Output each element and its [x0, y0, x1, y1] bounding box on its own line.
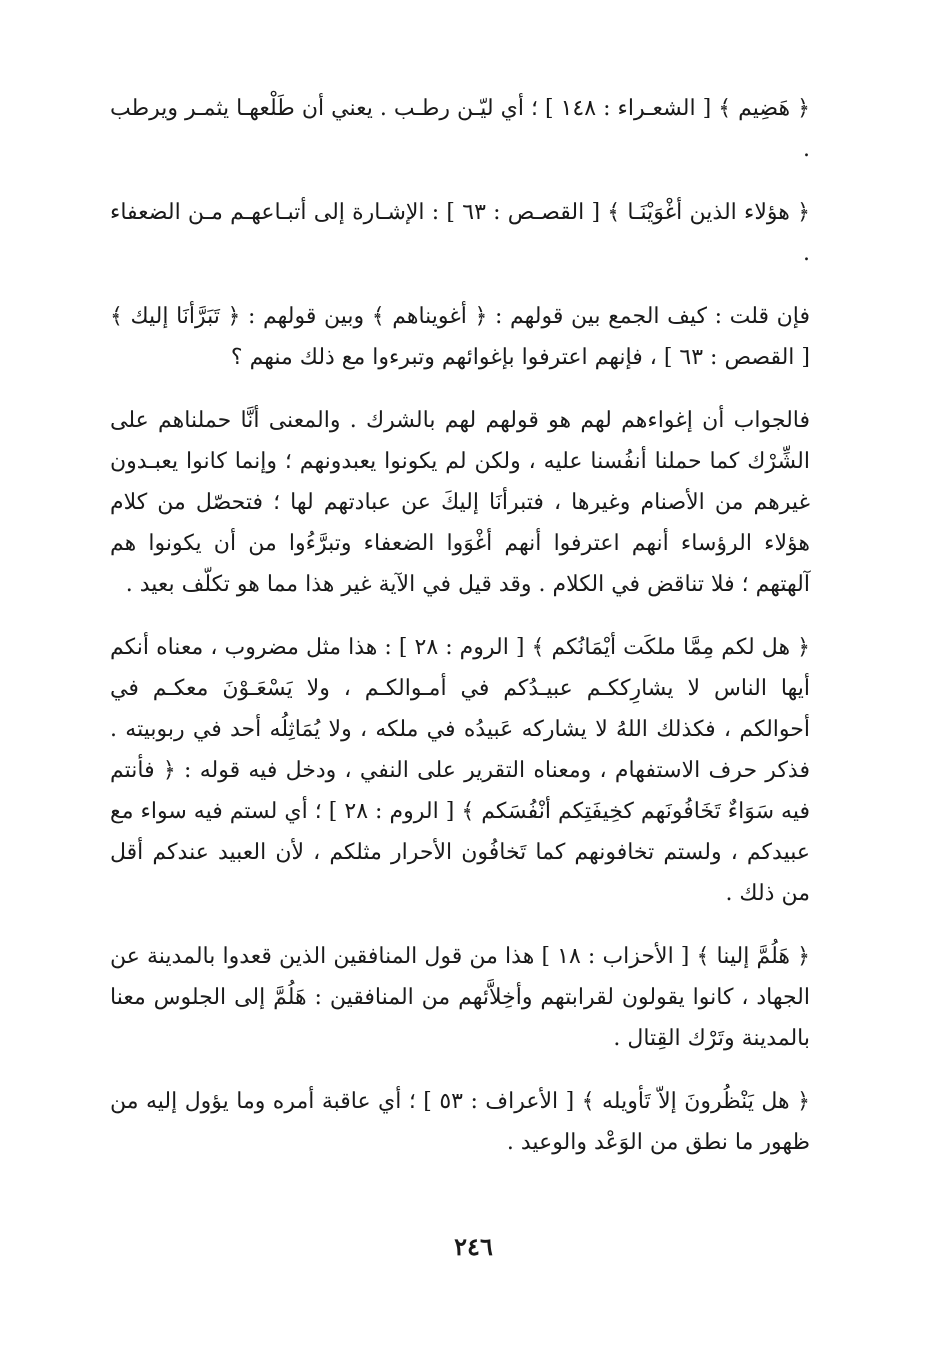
paragraph-halumma: ﴿ هَلُمَّ إلينا ﴾ [ الأحزاب : ١٨ ] هذا من قول المنافقين الذين قعدوا بالمدينة عن الجهاد ، كانوا يقولون لقرابتهم وأخِلاَّئهم من المنافقين : هَلُمَّ إلى الجلوس معنا بالمدينة وتَرْك القِتال .	[110, 944, 810, 1051]
paragraph-haulai: ﴿ هؤلاء الذين أغْوَيْنَـا ﴾ [ القصـص : ٦٣ ] : الإشـارة إلى أتبـاعهـم مـن الضعفاء .	[110, 200, 810, 266]
paragraph-hal-lakum: ﴿ هل لكم مِمَّا ملكَت أيْمَانُكم ﴾ [ الروم : ٢٨ ] : هذا مثل مضروب ، معناه أنكم أيها الناس لا يشارِككـم عبيـدُكم في أمـوالكـم ، ولا يَسْعَـوْنَ معكـم في أحوالكم ، فكذلك اللهُ لا يشاركه عَبيدُه في ملكه ، ولا يُمَاثِلُه أحد في ربوبيته . فذكر حرف الاستفهام ، ومعناه التقرير على النفي ، ودخل فيه قوله : ﴿ فأنتم فيه سَوَاءٌ تَخَافُونَهم كخِيفَتِكم أنْفُسَكم ﴾ [ الروم : ٢٨ ] ؛ أي لستم فيه سواء مع عبيدكم ، ولستم تخافونهم كما تَخافُون الأحرار مثلكم ، لأن العبيد عندكم أقل من ذلك .	[110, 635, 811, 906]
paragraph-hadim: ﴿ هَضِيم ﴾ [ الشعـراء : ١٤٨ ] ؛ أي ليّـن رطـب . يعني أن طَلْعهـا يثمـر ويرطب .	[110, 96, 811, 162]
paragraph-answer: فالجواب أن إغواءهم لهم هو قولهم لهم بالشرك . والمعنى أنَّا حملناهم على الشِّرْك كما حملنا أنفُسنا عليه ، ولكن لم يكونوا يعبدونهم ؛ وإنما كانوا يعبـدون غيرهم من الأصنام وغيرها ، فتبرأنَا إليكَ عن عبادتهم لها ؛ فتحصّل من كلام هؤلاء الرؤساء أنهم اعترفوا أنهم أغْوَوا الضعفاء وتبرَّءُوا من أن يكونوا هم آلهتهم ؛ فلا تناقض في الكلام . وقد قيل في الآية غير هذا مما هو تكلّف بعيد .	[110, 408, 810, 597]
paragraph-question: فإن قلت : كيف الجمع بين قولهم : ﴿ أغويناهم ﴾ وبين قولهم : ﴿ تَبَرَّأنَا إليك ﴾ [ القصص : ٦٣ ] ، فإنهم اعترفوا بإغوائهم وتبرءوا مع ذلك منهم ؟	[110, 304, 810, 370]
page-body	[110, 88, 810, 1185]
page-number: ٢٤٦	[454, 1232, 493, 1261]
paragraph-hal-yanzurun: ﴿ هل يَنْظُرونَ إلاّ تَأويله ﴾ [ الأعراف : ٥٣ ] ؛ أي عاقبة أمره وما يؤول إليه من ظهور ما نطق من الوَعْد والوعيد .	[110, 1089, 810, 1155]
